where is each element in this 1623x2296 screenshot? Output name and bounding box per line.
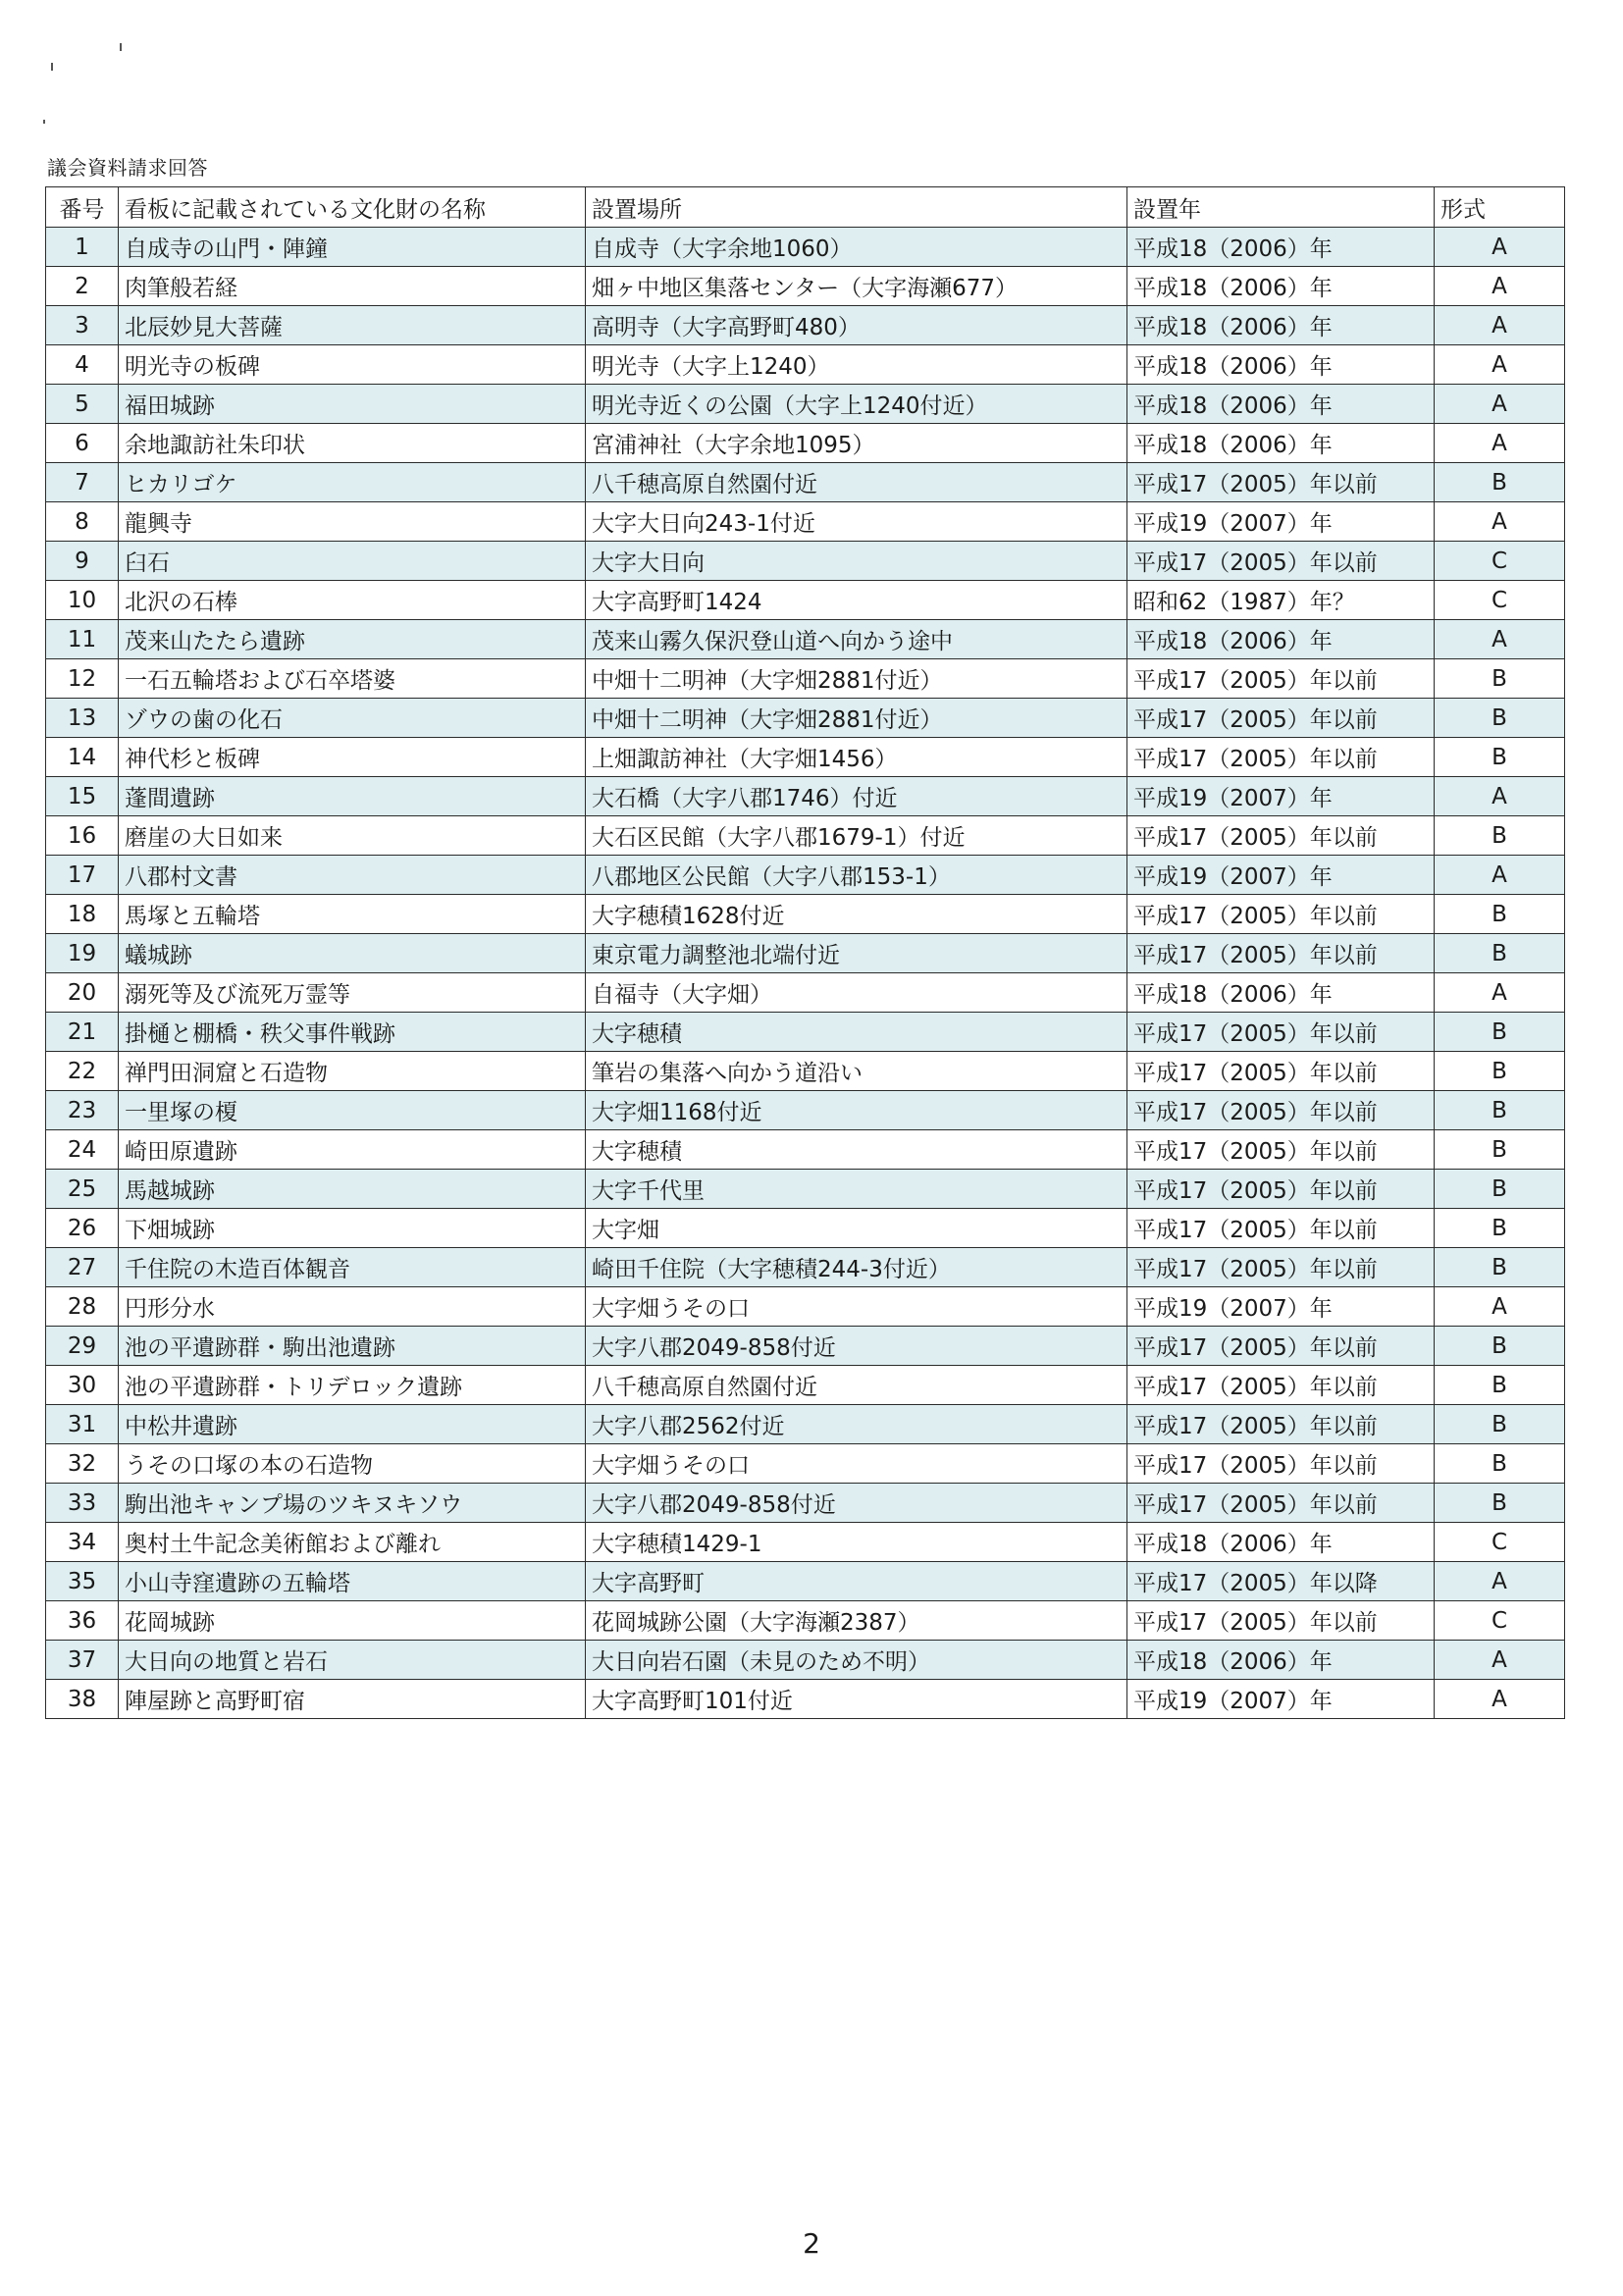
cell-location: 崎田千住院（大字穂積244-3付近） (586, 1248, 1127, 1287)
cell-property-name: 小山寺窪遺跡の五輪塔 (119, 1562, 586, 1601)
table-row (46, 934, 1565, 973)
cell-location: 大石橋（大字八郡1746）付近 (586, 777, 1127, 816)
cell-property-name: 掛樋と棚橋・秩父事件戦跡 (119, 1013, 586, 1052)
cell-format: B (1435, 1209, 1565, 1248)
cell-install-year: 平成17（2005）年以前 (1127, 1209, 1435, 1248)
cell-property-name: 溺死等及び流死万霊等 (119, 973, 586, 1013)
cell-format: B (1435, 816, 1565, 856)
cell-location: 中畑十二明神（大字畑2881付近） (586, 699, 1127, 738)
cell-install-year: 平成17（2005）年以前 (1127, 1601, 1435, 1641)
cell-install-year: 平成18（2006）年 (1127, 1523, 1435, 1562)
cell-property-name: 池の平遺跡群・駒出池遺跡 (119, 1327, 586, 1366)
cell-property-name: 円形分水 (119, 1287, 586, 1327)
table-row (46, 1013, 1565, 1052)
cell-location: 大字高野町1424 (586, 581, 1127, 620)
cell-location: 大石区民館（大字八郡1679-1）付近 (586, 816, 1127, 856)
cell-number: 6 (46, 424, 119, 463)
table-row (46, 1405, 1565, 1444)
cell-number: 31 (46, 1405, 119, 1444)
cell-format: A (1435, 502, 1565, 542)
cell-number: 29 (46, 1327, 119, 1366)
document-title: 議会資料請求回答 (47, 156, 208, 180)
cell-format: B (1435, 1327, 1565, 1366)
cell-number: 7 (46, 463, 119, 502)
cell-number: 38 (46, 1680, 119, 1719)
table-row (46, 424, 1565, 463)
table-row (46, 581, 1565, 620)
cell-install-year: 平成17（2005）年以前 (1127, 1013, 1435, 1052)
cell-install-year: 平成17（2005）年以前 (1127, 542, 1435, 581)
table-row (46, 1680, 1565, 1719)
table-row (46, 1130, 1565, 1170)
cell-install-year: 平成17（2005）年以前 (1127, 463, 1435, 502)
cell-format: A (1435, 424, 1565, 463)
cell-number: 9 (46, 542, 119, 581)
cell-location: 大字八郡2562付近 (586, 1405, 1127, 1444)
cell-location: 筆岩の集落へ向かう道沿い (586, 1052, 1127, 1091)
cell-location: 大字穂積 (586, 1013, 1127, 1052)
table-row (46, 1523, 1565, 1562)
cell-number: 32 (46, 1444, 119, 1484)
cell-location: 中畑十二明神（大字畑2881付近） (586, 659, 1127, 699)
cell-install-year: 平成17（2005）年以前 (1127, 1170, 1435, 1209)
cell-location: 大日向岩石園（未見のため不明） (586, 1641, 1127, 1680)
cell-number: 27 (46, 1248, 119, 1287)
cell-property-name: 池の平遺跡群・トリデロック遺跡 (119, 1366, 586, 1405)
table-row (46, 1366, 1565, 1405)
cell-property-name: 陣屋跡と高野町宿 (119, 1680, 586, 1719)
cell-number: 21 (46, 1013, 119, 1052)
cell-number: 18 (46, 895, 119, 934)
cell-property-name: 肉筆般若経 (119, 267, 586, 306)
cell-install-year: 平成18（2006）年 (1127, 1641, 1435, 1680)
cell-location: 大字高野町 (586, 1562, 1127, 1601)
cell-format: A (1435, 1680, 1565, 1719)
cell-location: 大字穂積1628付近 (586, 895, 1127, 934)
table-row (46, 1327, 1565, 1366)
cell-location: 大字八郡2049-858付近 (586, 1327, 1127, 1366)
table-header-row (46, 187, 1565, 228)
cell-number: 36 (46, 1601, 119, 1641)
cell-format: B (1435, 1052, 1565, 1091)
cell-format: B (1435, 1405, 1565, 1444)
cell-location: 畑ヶ中地区集落センター（大字海瀬677） (586, 267, 1127, 306)
cell-number: 33 (46, 1484, 119, 1523)
cell-number: 13 (46, 699, 119, 738)
cell-property-name: 磨崖の大日如来 (119, 816, 586, 856)
table-row (46, 228, 1565, 267)
cell-number: 10 (46, 581, 119, 620)
cell-property-name: 禅門田洞窟と石造物 (119, 1052, 586, 1091)
cell-property-name: 明光寺の板碑 (119, 345, 586, 385)
cell-format: B (1435, 1366, 1565, 1405)
cell-install-year: 平成17（2005）年以前 (1127, 1405, 1435, 1444)
table-row (46, 345, 1565, 385)
cell-number: 19 (46, 934, 119, 973)
cell-property-name: 自成寺の山門・陣鐘 (119, 228, 586, 267)
cell-install-year: 平成17（2005）年以降 (1127, 1562, 1435, 1601)
cell-format: B (1435, 934, 1565, 973)
cell-number: 2 (46, 267, 119, 306)
cell-install-year: 平成18（2006）年 (1127, 345, 1435, 385)
table-row (46, 856, 1565, 895)
cell-number: 16 (46, 816, 119, 856)
cell-location: 東京電力調整池北端付近 (586, 934, 1127, 973)
cell-number: 5 (46, 385, 119, 424)
cell-location: 明光寺（大字上1240） (586, 345, 1127, 385)
cell-number: 24 (46, 1130, 119, 1170)
table-row (46, 973, 1565, 1013)
cell-format: B (1435, 1248, 1565, 1287)
cell-property-name: 龍興寺 (119, 502, 586, 542)
cell-install-year: 平成17（2005）年以前 (1127, 1248, 1435, 1287)
cell-install-year: 平成17（2005）年以前 (1127, 1130, 1435, 1170)
cell-property-name: 臼石 (119, 542, 586, 581)
cell-number: 4 (46, 345, 119, 385)
table-row (46, 1484, 1565, 1523)
cell-install-year: 平成18（2006）年 (1127, 385, 1435, 424)
cell-number: 28 (46, 1287, 119, 1327)
cell-format: A (1435, 267, 1565, 306)
cell-number: 23 (46, 1091, 119, 1130)
cell-format: C (1435, 1523, 1565, 1562)
cell-location: 明光寺近くの公園（大字上1240付近） (586, 385, 1127, 424)
cell-format: B (1435, 699, 1565, 738)
cell-property-name: 馬越城跡 (119, 1170, 586, 1209)
cell-format: A (1435, 306, 1565, 345)
cell-location: 自成寺（大字余地1060） (586, 228, 1127, 267)
cell-install-year: 平成18（2006）年 (1127, 267, 1435, 306)
cell-format: A (1435, 1562, 1565, 1601)
cell-install-year: 昭和62（1987）年？ (1127, 581, 1435, 620)
cell-install-year: 平成17（2005）年以前 (1127, 816, 1435, 856)
cell-property-name: 駒出池キャンプ場のツキヌキソウ (119, 1484, 586, 1523)
cell-install-year: 平成18（2006）年 (1127, 306, 1435, 345)
cell-install-year: 平成18（2006）年 (1127, 424, 1435, 463)
cell-format: B (1435, 1013, 1565, 1052)
cell-number: 14 (46, 738, 119, 777)
cell-location: 茂来山霧久保沢登山道へ向かう途中 (586, 620, 1127, 659)
cell-format: B (1435, 1444, 1565, 1484)
table-row (46, 1641, 1565, 1680)
cell-number: 26 (46, 1209, 119, 1248)
header-number: 番号 (46, 187, 119, 228)
cell-location: 八郡地区公民館（大字八郡153-1） (586, 856, 1127, 895)
cell-property-name: 茂来山たたら遺跡 (119, 620, 586, 659)
scan-speck (51, 63, 53, 71)
cell-number: 34 (46, 1523, 119, 1562)
table-row (46, 542, 1565, 581)
scan-speck (120, 43, 122, 51)
cell-location: 大字高野町101付近 (586, 1680, 1127, 1719)
cell-location: 八千穂高原自然園付近 (586, 463, 1127, 502)
cell-location: 花岡城跡公園（大字海瀬2387） (586, 1601, 1127, 1641)
cell-install-year: 平成18（2006）年 (1127, 973, 1435, 1013)
cell-property-name: 一石五輪塔および石卒塔婆 (119, 659, 586, 699)
cell-number: 22 (46, 1052, 119, 1091)
table-row (46, 463, 1565, 502)
table-row (46, 502, 1565, 542)
cell-format: C (1435, 1601, 1565, 1641)
cell-format: B (1435, 1170, 1565, 1209)
cell-property-name: 蟻城跡 (119, 934, 586, 973)
cell-install-year: 平成17（2005）年以前 (1127, 699, 1435, 738)
cell-number: 17 (46, 856, 119, 895)
cell-property-name: 奥村土牛記念美術館および離れ (119, 1523, 586, 1562)
cell-install-year: 平成17（2005）年以前 (1127, 934, 1435, 973)
header-location: 設置場所 (586, 187, 1127, 228)
cell-property-name: 崎田原遺跡 (119, 1130, 586, 1170)
cell-install-year: 平成19（2007）年 (1127, 1287, 1435, 1327)
cell-number: 12 (46, 659, 119, 699)
cell-install-year: 平成17（2005）年以前 (1127, 659, 1435, 699)
table-row (46, 1209, 1565, 1248)
cell-format: A (1435, 228, 1565, 267)
table-row (46, 895, 1565, 934)
table-row (46, 1601, 1565, 1641)
table-row (46, 816, 1565, 856)
table-row (46, 267, 1565, 306)
cell-format: A (1435, 345, 1565, 385)
cell-format: C (1435, 542, 1565, 581)
cell-install-year: 平成17（2005）年以前 (1127, 1052, 1435, 1091)
table-row (46, 620, 1565, 659)
table-row (46, 1444, 1565, 1484)
cell-number: 8 (46, 502, 119, 542)
cell-format: A (1435, 620, 1565, 659)
cell-location: 大字畑1168付近 (586, 1091, 1127, 1130)
cell-location: 大字大日向243-1付近 (586, 502, 1127, 542)
cell-install-year: 平成17（2005）年以前 (1127, 738, 1435, 777)
table-row (46, 699, 1565, 738)
cell-location: 大字穂積1429-1 (586, 1523, 1127, 1562)
header-format: 形式 (1435, 187, 1565, 228)
cell-location: 自福寺（大字畑） (586, 973, 1127, 1013)
cell-number: 37 (46, 1641, 119, 1680)
cell-install-year: 平成17（2005）年以前 (1127, 1444, 1435, 1484)
table-row (46, 1170, 1565, 1209)
cell-property-name: 神代杉と板碑 (119, 738, 586, 777)
table-row (46, 385, 1565, 424)
cell-property-name: 八郡村文書 (119, 856, 586, 895)
cell-format: A (1435, 973, 1565, 1013)
cell-location: 大字畑うその口 (586, 1444, 1127, 1484)
cell-format: A (1435, 856, 1565, 895)
cell-property-name: うその口塚の本の石造物 (119, 1444, 586, 1484)
cell-install-year: 平成17（2005）年以前 (1127, 1484, 1435, 1523)
cell-location: 八千穂高原自然園付近 (586, 1366, 1127, 1405)
cell-install-year: 平成17（2005）年以前 (1127, 895, 1435, 934)
cell-property-name: 大日向の地質と岩石 (119, 1641, 586, 1680)
table-row (46, 659, 1565, 699)
header-install-year: 設置年 (1127, 187, 1435, 228)
table-row (46, 1248, 1565, 1287)
cell-property-name: 北辰妙見大菩薩 (119, 306, 586, 345)
cell-install-year: 平成17（2005）年以前 (1127, 1091, 1435, 1130)
table-row (46, 1287, 1565, 1327)
cell-property-name: 一里塚の榎 (119, 1091, 586, 1130)
cell-property-name: 千住院の木造百体観音 (119, 1248, 586, 1287)
scan-speck (43, 120, 45, 124)
cell-install-year: 平成19（2007）年 (1127, 856, 1435, 895)
cell-location: 大字畑うその口 (586, 1287, 1127, 1327)
cell-format: B (1435, 738, 1565, 777)
cell-install-year: 平成18（2006）年 (1127, 228, 1435, 267)
cell-format: B (1435, 463, 1565, 502)
cell-location: 宮浦神社（大字余地1095） (586, 424, 1127, 463)
cell-format: C (1435, 581, 1565, 620)
cell-install-year: 平成19（2007）年 (1127, 1680, 1435, 1719)
table-body (46, 228, 1565, 1719)
cell-location: 上畑諏訪神社（大字畑1456） (586, 738, 1127, 777)
header-property-name: 看板に記載されている文化財の名称 (119, 187, 586, 228)
cell-property-name: ヒカリゴケ (119, 463, 586, 502)
cell-install-year: 平成19（2007）年 (1127, 777, 1435, 816)
cell-property-name: 中松井遺跡 (119, 1405, 586, 1444)
cell-property-name: 蓬間遺跡 (119, 777, 586, 816)
cell-property-name: 下畑城跡 (119, 1209, 586, 1248)
cell-format: B (1435, 1091, 1565, 1130)
cell-format: B (1435, 1484, 1565, 1523)
table-row (46, 1562, 1565, 1601)
cell-format: A (1435, 1287, 1565, 1327)
cell-number: 15 (46, 777, 119, 816)
cell-location: 大字千代里 (586, 1170, 1127, 1209)
cell-property-name: ゾウの歯の化石 (119, 699, 586, 738)
cell-format: B (1435, 1130, 1565, 1170)
cell-number: 3 (46, 306, 119, 345)
cell-number: 30 (46, 1366, 119, 1405)
cell-property-name: 余地諏訪社朱印状 (119, 424, 586, 463)
cell-format: B (1435, 895, 1565, 934)
cell-location: 高明寺（大字高野町480） (586, 306, 1127, 345)
cell-location: 大字穂積 (586, 1130, 1127, 1170)
cell-number: 20 (46, 973, 119, 1013)
cell-number: 35 (46, 1562, 119, 1601)
cell-number: 25 (46, 1170, 119, 1209)
table-row (46, 1091, 1565, 1130)
cell-property-name: 北沢の石棒 (119, 581, 586, 620)
cell-property-name: 福田城跡 (119, 385, 586, 424)
cultural-property-signboard-table (45, 186, 1565, 1719)
cell-property-name: 馬塚と五輪塔 (119, 895, 586, 934)
cell-property-name: 花岡城跡 (119, 1601, 586, 1641)
cell-location: 大字八郡2049-858付近 (586, 1484, 1127, 1523)
cell-format: A (1435, 385, 1565, 424)
cell-format: B (1435, 659, 1565, 699)
table-row (46, 306, 1565, 345)
page-number: 2 (803, 2227, 820, 2260)
cell-location: 大字大日向 (586, 542, 1127, 581)
cell-install-year: 平成17（2005）年以前 (1127, 1327, 1435, 1366)
cell-install-year: 平成17（2005）年以前 (1127, 1366, 1435, 1405)
cell-number: 11 (46, 620, 119, 659)
cell-format: A (1435, 777, 1565, 816)
table-row (46, 738, 1565, 777)
table-row (46, 777, 1565, 816)
cell-format: A (1435, 1641, 1565, 1680)
cell-location: 大字畑 (586, 1209, 1127, 1248)
cell-number: 1 (46, 228, 119, 267)
cell-install-year: 平成19（2007）年 (1127, 502, 1435, 542)
table-row (46, 1052, 1565, 1091)
cell-install-year: 平成18（2006）年 (1127, 620, 1435, 659)
